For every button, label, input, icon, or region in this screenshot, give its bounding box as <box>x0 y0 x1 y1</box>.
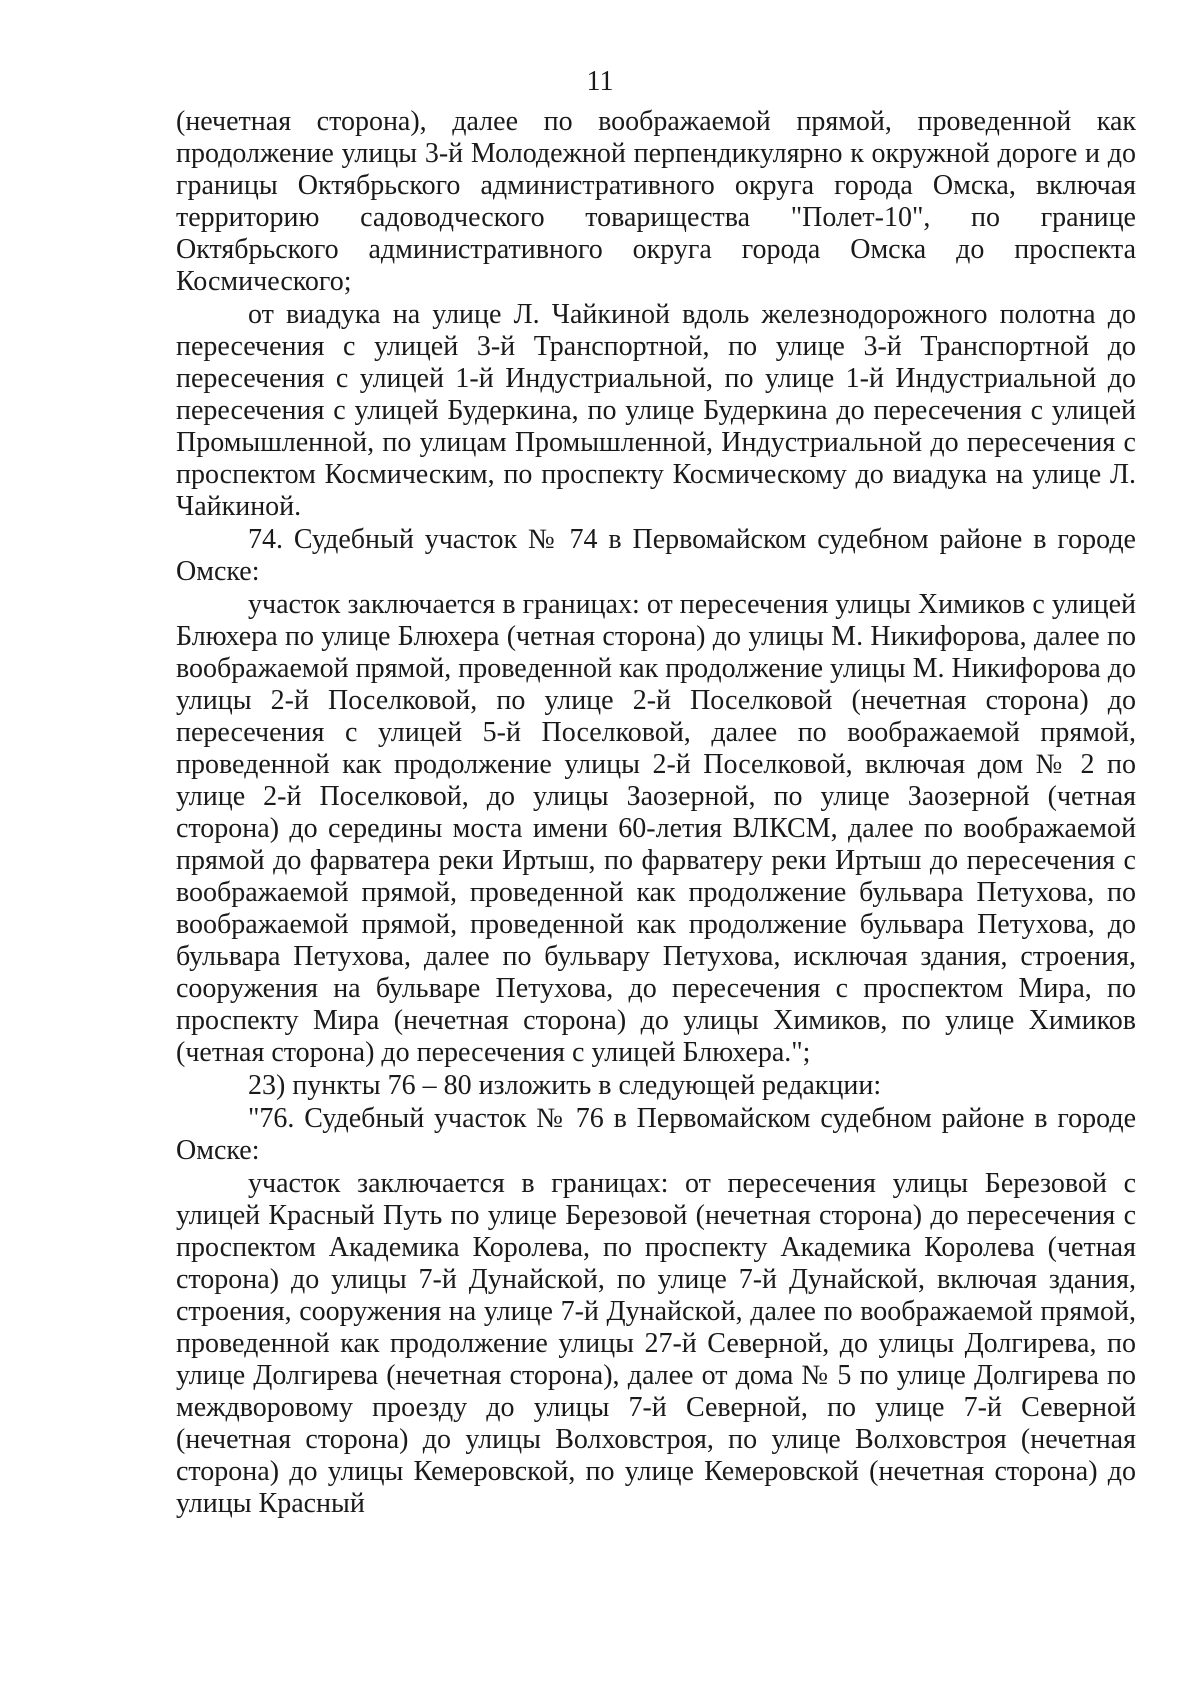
paragraph-amendment-23: 23) пункты 76 – 80 изложить в следующей редакции: <box>248 1070 882 1101</box>
paragraph-court-section-76-boundary: участок заключается в границах: от пересечения улицы Березовой с улицей Красный Путь по улице Березовой (нечетная сторона) до пересечения с проспектом Академика Королева, по проспекту Академика Королева (четная сторона) до улицы 7-й Дунайской, по улице 7-й Дунайской, включая здания, строения, сооружения на улице 7-й Дунайской, далее по воображаемой прямой, проведенной как продолжение улицы 27-й Северной, до улицы Долгирева, по улице Долгирева (нечетная сторона), далее от дома № 5 по улице Долгирева по междворовому проезду до улицы 7-й Северной, по улице 7-й Северной (нечетная сторона) до улицы Волховстроя, по улице Волховстроя (нечетная сторона) до улицы Кемеровской, по улице Кемеровской (нечетная сторона) до улицы Красный <box>176 1168 1136 1519</box>
paragraph-court-section-74-boundary: участок заключается в границах: от пересечения улицы Химиков с улицей Блюхера по улице Блюхера (четная сторона) до улицы М. Никифорова, далее по воображаемой прямой, проведенной как продолжение улицы М. Никифорова до улицы 2-й Поселковой, по улице 2-й Поселковой (нечетная сторона) до пересечения с улицей 5-й Поселковой, далее по воображаемой прямой, проведенной как продолжение улицы 2-й Поселковой, включая дом № 2 по улице 2-й Поселковой, до улицы Заозерной, по улице Заозерной (четная сторона) до середины моста имени 60-летия ВЛКСМ, далее по воображаемой прямой до фарватера реки Иртыш, по фарватеру реки Иртыш до пересечения с воображаемой прямой, проведенной как продолжение бульвара Петухова, по воображаемой прямой, проведенной как продолжение бульвара Петухова, до бульвара Петухова, далее по бульвару Петухова, исключая здания, строения, сооружения на бульваре Петухова, до пересечения с проспектом Мира, по проспекту Мира (нечетная сторона) до улицы Химиков, по улице Химиков (четная сторона) до пересечения с улицей Блюхера."; <box>176 589 1136 1068</box>
paragraph-viaduct-boundary: от виадука на улице Л. Чайкиной вдоль железнодорожного полотна до пересечения с улицей 3-й Транспортной, по улице 3-й Транспортной до пересечения с улицей 1-й Индустриальной, по улице 1-й Индустриальной до пересечения с улицей Будеркина, по улице Будеркина до пересечения с улицей Промышленной, по улицам Промышленной, Индустриальной до пересечения с проспектом Космическим, по проспекту Космическому до виадука на улице Л. Чайкиной. <box>176 299 1136 522</box>
page-number: 11 <box>586 66 614 97</box>
paragraph-court-section-76-title: "76. Судебный участок № 76 в Первомайском судебном районе в городе Омске: <box>176 1103 1136 1166</box>
paragraph-court-section-74-title: 74. Судебный участок № 74 в Первомайском судебном районе в городе Омске: <box>176 524 1136 587</box>
document-body <box>176 106 1136 1521</box>
paragraph-continuation: (нечетная сторона), далее по воображаемой прямой, проведенной как продолжение улицы 3-й Молодежной перпендикулярно к окружной дороге и до границы Октябрьского административного округа города Омска, включая территорию садоводческого товарищества "Полет-10", по границе Октябрьского административного округа города Омска до проспекта Космического; <box>176 106 1136 297</box>
